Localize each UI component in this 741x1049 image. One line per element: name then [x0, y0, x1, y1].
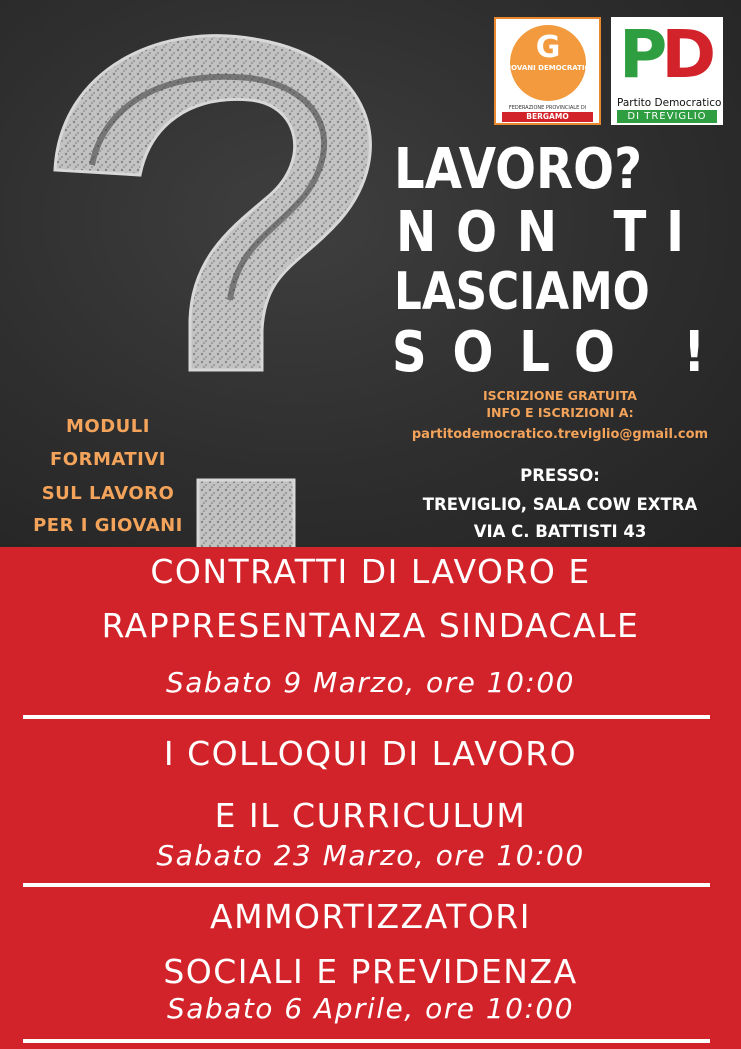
modules-line-2: FORMATIVI [49, 449, 166, 470]
giovani-democratici-logo [494, 17, 601, 125]
session-3-date: Sabato 6 Aprile, ore 10:00 [166, 992, 575, 1025]
session-2-title-line-1: I COLLOQUI DI LAVORO [163, 734, 578, 773]
gd-logo-city: BERGAMO [502, 112, 593, 122]
gd-logo-letters: G [535, 30, 561, 65]
venue-place: TREVIGLIO, SALA COW EXTRA [422, 495, 698, 514]
modules-line-4: PER I GIOVANI [33, 515, 183, 536]
gd-logo-federation: FEDERAZIONE PROVINCIALE DI [508, 105, 587, 111]
session-3-title-line-2: SOCIALI E PREVIDENZA [163, 952, 578, 991]
headline-line-3: LASCIAMO [394, 262, 650, 322]
session-2-title-line-2: E IL CURRICULUM [214, 796, 527, 835]
divider [23, 883, 710, 887]
divider [23, 715, 710, 719]
session-2-date: Sabato 23 Marzo, ore 10:00 [156, 839, 585, 872]
headline-line-4: SOLO ! [392, 320, 732, 385]
headline-line-1: LAVORO? [394, 137, 643, 202]
pd-logo-letter-p: P [619, 16, 662, 93]
venue-label: PRESSO: [520, 466, 600, 485]
gd-logo-name: GIOVANI DEMOCRATICI [502, 64, 593, 72]
venue-address: VIA C. BATTISTI 43 [473, 522, 647, 541]
modules-line-1: MODULI [66, 416, 150, 437]
registration-info: INFO E ISCRIZIONI A: [486, 405, 634, 420]
session-1-title-line-1: CONTRATTI DI LAVORO E [150, 552, 591, 591]
pd-logo-city: DI TREVIGLIO [617, 110, 717, 123]
registration-email[interactable]: partitodemocratico.treviglio@gmail.com [411, 427, 709, 442]
registration-free: ISCRIZIONE GRATUITA [483, 388, 637, 403]
divider [23, 1039, 710, 1043]
modules-line-3: SUL LAVORO [41, 483, 175, 504]
session-1-date: Sabato 9 Marzo, ore 10:00 [165, 666, 575, 699]
partito-democratico-logo [611, 17, 723, 125]
pd-logo-name: Partito Democratico [617, 97, 722, 109]
session-3-title-line-1: AMMORTIZZATORI [210, 897, 531, 936]
session-1-title-line-2: RAPPRESENTANZA SINDACALE [101, 606, 640, 645]
headline-line-2: NON TI [396, 200, 704, 265]
pd-logo-letter-d: D [661, 16, 711, 93]
